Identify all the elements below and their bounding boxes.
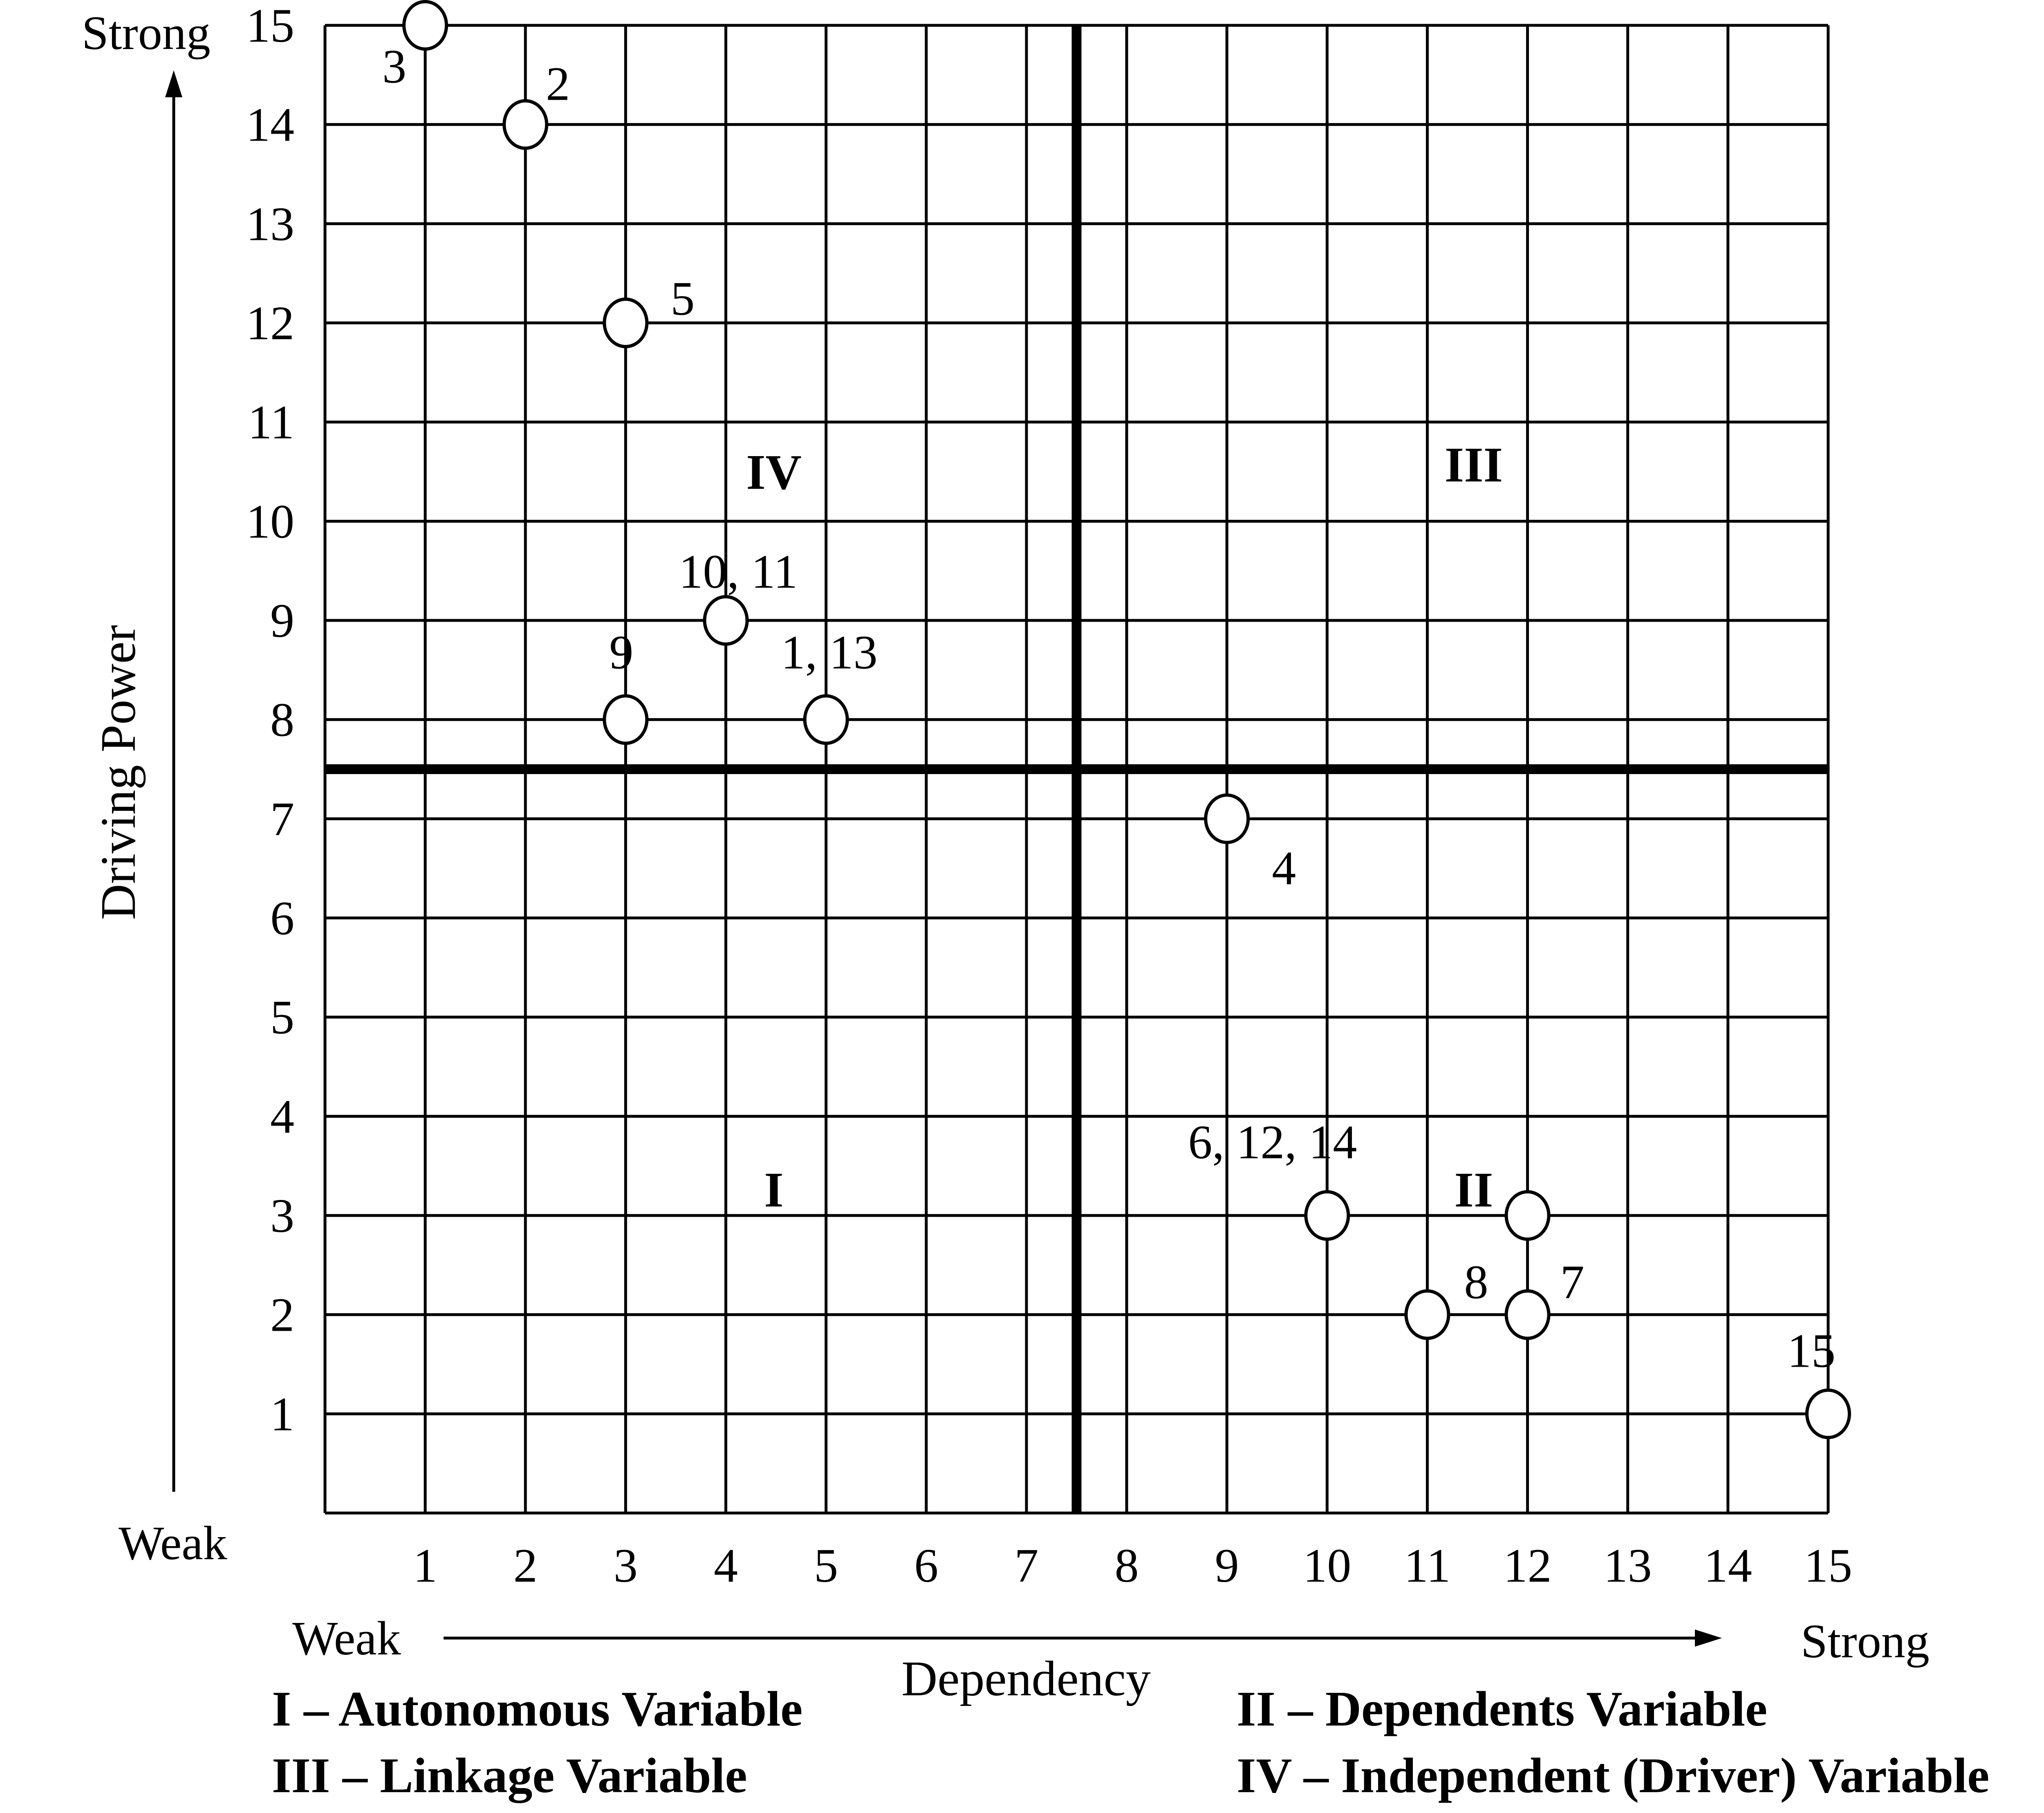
- y-axis-strong-label: Strong: [82, 6, 211, 60]
- x-tick-label: 2: [513, 1539, 538, 1592]
- quadrant-label-iii: III: [1444, 437, 1503, 492]
- y-tick-label: 12: [246, 296, 294, 350]
- legend-item-i: I – Autonomous Variable: [272, 1681, 803, 1737]
- x-axis-arrow-head: [1695, 1629, 1722, 1647]
- quadrant-label-ii: II: [1454, 1162, 1493, 1218]
- data-point-label: 3: [382, 40, 407, 93]
- y-tick-label: 8: [270, 693, 294, 747]
- data-point: [1206, 795, 1248, 842]
- y-tick-label: 11: [248, 395, 294, 449]
- x-tick-label: 15: [1804, 1539, 1852, 1592]
- data-point-label: 7: [1560, 1255, 1585, 1309]
- axis-ticks: [246, 0, 1852, 1592]
- y-tick-label: 7: [270, 792, 294, 846]
- data-point-label: 5: [670, 272, 695, 325]
- quadrant-label-iv: IV: [746, 445, 802, 500]
- x-tick-label: 3: [613, 1539, 638, 1592]
- x-tick-label: 12: [1503, 1539, 1552, 1592]
- y-tick-label: 13: [246, 197, 294, 251]
- x-tick-label: 5: [814, 1539, 838, 1592]
- data-point-label: 8: [1464, 1255, 1488, 1309]
- data-point-label: 15: [1787, 1324, 1836, 1378]
- legend-item-iv: IV – Independent (Driver) Variable: [1237, 1748, 1990, 1803]
- x-tick-label: 8: [1114, 1539, 1139, 1592]
- data-point: [705, 597, 747, 644]
- x-tick-label: 7: [1014, 1539, 1039, 1592]
- y-tick-label: 2: [270, 1288, 294, 1342]
- y-tick-label: 10: [246, 495, 294, 548]
- y-tick-label: 6: [270, 891, 294, 945]
- grid-lines: [325, 25, 1828, 1513]
- y-tick-label: 1: [270, 1387, 294, 1441]
- y-tick-label: 4: [270, 1090, 294, 1144]
- legend-item-iii: III – Linkage Variable: [272, 1748, 747, 1803]
- x-tick-label: 9: [1215, 1539, 1239, 1592]
- x-tick-label: 4: [714, 1539, 738, 1592]
- data-point: [504, 101, 547, 148]
- data-point-label: 9: [609, 625, 634, 679]
- x-tick-label: 1: [413, 1539, 437, 1592]
- data-point-label: 1, 13: [781, 625, 878, 679]
- data-point: [1807, 1390, 1849, 1437]
- data-point: [1306, 1192, 1348, 1239]
- y-tick-label: 9: [270, 594, 294, 647]
- x-axis-title: Dependency: [901, 1651, 1151, 1706]
- y-axis-weak-label: Weak: [119, 1516, 227, 1570]
- data-point-label: 6, 12, 14: [1188, 1115, 1357, 1169]
- data-point-label: 4: [1272, 841, 1296, 895]
- data-point: [604, 299, 647, 347]
- x-tick-label: 13: [1603, 1539, 1652, 1592]
- x-tick-label: 10: [1303, 1539, 1351, 1592]
- x-axis-strong-label: Strong: [1801, 1614, 1930, 1668]
- y-tick-label: 15: [246, 0, 294, 52]
- x-tick-label: 6: [914, 1539, 939, 1592]
- y-axis-title: Driving Power: [91, 625, 146, 920]
- data-point-label: 10, 11: [679, 545, 798, 598]
- x-axis-weak-label: Weak: [292, 1612, 401, 1665]
- legend-item-ii: II – Dependents Variable: [1237, 1681, 1768, 1737]
- data-point: [1406, 1291, 1448, 1338]
- data-point: [604, 696, 647, 743]
- quadrant-label-i: I: [764, 1162, 784, 1218]
- data-point-label: 2: [546, 57, 570, 111]
- data-point: [805, 696, 847, 743]
- x-tick-label: 11: [1404, 1539, 1451, 1592]
- y-tick-label: 14: [246, 98, 294, 152]
- data-point: [1506, 1192, 1549, 1239]
- data-point: [404, 2, 446, 49]
- data-point: [1506, 1291, 1549, 1338]
- y-tick-label: 3: [270, 1189, 294, 1242]
- y-axis-arrow-head: [165, 70, 182, 97]
- x-tick-label: 14: [1703, 1539, 1752, 1592]
- y-tick-label: 5: [270, 990, 294, 1044]
